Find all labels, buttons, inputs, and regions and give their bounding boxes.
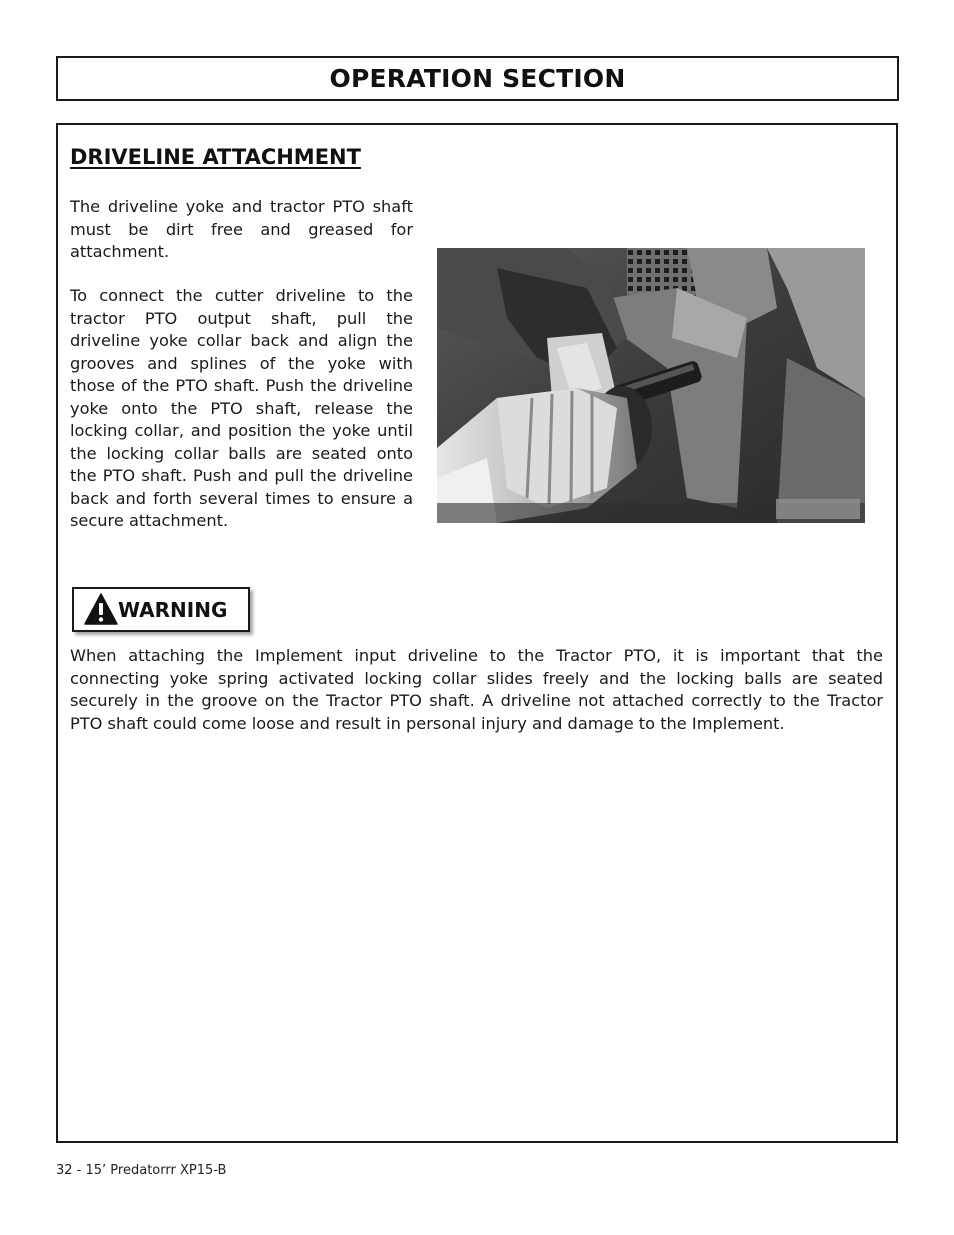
warning-triangle-icon (84, 593, 118, 626)
driveline-photo-illustration (437, 248, 865, 523)
page-footer: 32 - 15’ Predatorrr XP15-B (56, 1163, 227, 1178)
section-title: DRIVELINE ATTACHMENT (70, 145, 361, 169)
driveline-photo (437, 248, 865, 523)
warning-callout (72, 587, 250, 632)
warning-label: WARNING (118, 597, 228, 622)
instructions-paragraph: To connect the cutter driveline to the tractor PTO output shaft, pull the driveline yoke collar back and align the grooves and splines of the yoke with those of the PTO shaft. Push the driveline yoke onto the PTO shaft, release the locking collar, and position the yoke until the locking collar balls are seated onto the PTO shaft. Push and pull the driveline back and forth several times to ensure a secure attachment. (70, 286, 413, 530)
section-header-title: OPERATION SECTION (329, 64, 626, 93)
intro-paragraph: The driveline yoke and tractor PTO shaft must be dirt free and greased for attachment. (70, 197, 413, 261)
photo-tag (776, 499, 860, 519)
warning-text: When attaching the Implement input driveline to the Tractor PTO, it is important that the connecting yoke spring activated locking collar slides freely and the locking balls are seated securely in the groove on the Tractor PTO shaft. A driveline not attached correctly to the Tractor PTO shaft could come loose and result in personal injury and damage to the Implement. (70, 646, 883, 733)
section-header (56, 56, 899, 101)
